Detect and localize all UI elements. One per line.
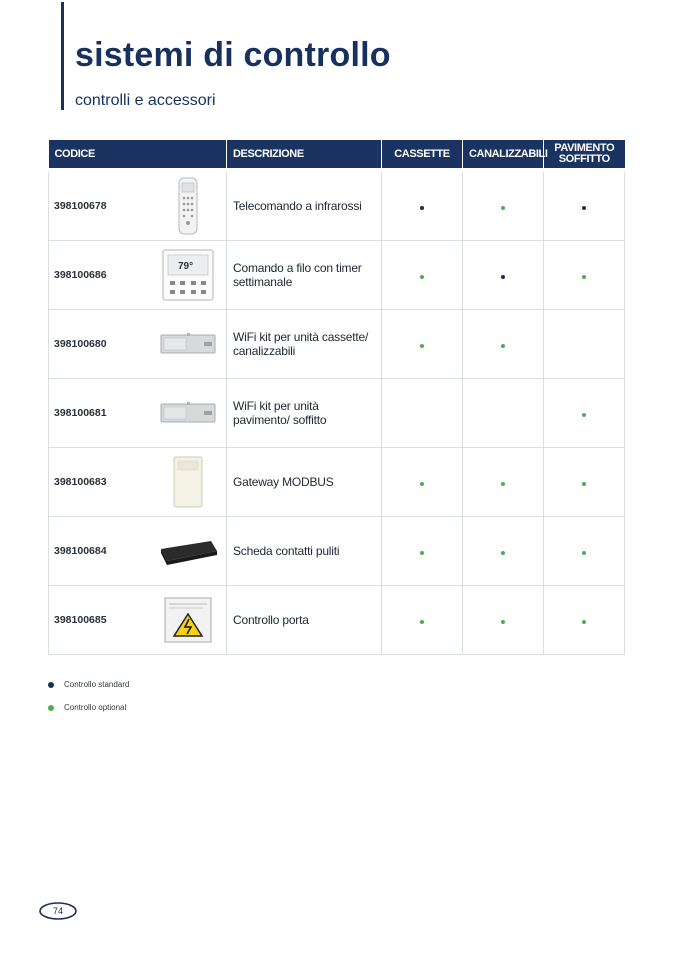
table-row: [49, 310, 625, 379]
optional-dot-icon: [501, 206, 505, 210]
product-description: WiFi kit per unità pavimento/ soffitto: [227, 379, 382, 448]
optional-dot-icon: [420, 620, 424, 624]
optional-dot-icon: [582, 413, 586, 417]
column-header-code: CODICE: [49, 140, 227, 170]
cassette-cell: [382, 517, 463, 586]
canalizzabili-cell: [463, 379, 544, 448]
code-cell: [49, 586, 227, 655]
door-control-icon: [157, 589, 219, 651]
optional-dot-icon: [501, 482, 505, 486]
table-row: [49, 170, 625, 241]
canalizzabili-cell: [463, 517, 544, 586]
wifi-kit-icon: [157, 382, 219, 444]
legend-optional-label: Controllo optional: [64, 703, 127, 712]
optional-dot-icon: [501, 620, 505, 624]
page-number: 74: [52, 906, 63, 916]
modbus-gateway-icon: [157, 451, 219, 513]
product-code: 398100681: [54, 407, 107, 419]
product-code: 398100684: [54, 545, 107, 557]
optional-dot-icon: [582, 275, 586, 279]
code-cell: [49, 241, 227, 310]
canalizzabili-cell: [463, 241, 544, 310]
page-subtitle: controlli e accessori: [75, 92, 216, 109]
cassette-cell: [382, 448, 463, 517]
optional-dot-icon: [420, 482, 424, 486]
product-code: 398100680: [54, 338, 107, 350]
cassette-cell: [382, 310, 463, 379]
table-row: [49, 241, 625, 310]
column-header-pavimento: PAVIMENTO: [554, 142, 615, 154]
ir-remote-icon: [157, 175, 219, 237]
code-cell: [49, 379, 227, 448]
optional-dot-icon: [501, 551, 505, 555]
code-cell: [49, 448, 227, 517]
product-description: Scheda contatti puliti: [227, 517, 382, 586]
code-cell: [49, 170, 227, 241]
legend-standard-label: Controllo standard: [64, 680, 130, 689]
product-description: Telecomando a infrarossi: [227, 170, 382, 241]
column-header-pavimento-soffitto: [544, 140, 625, 170]
page-title: sistemi di controllo: [75, 36, 391, 74]
pavimento-soffitto-cell: [544, 170, 625, 241]
table-row: [49, 379, 625, 448]
product-description: Controllo porta: [227, 586, 382, 655]
column-header-description: DESCRIZIONE: [227, 140, 382, 170]
legend-standard: [48, 680, 129, 689]
optional-dot-icon: [582, 620, 586, 624]
optional-dot-icon: [582, 482, 586, 486]
product-description: Gateway MODBUS: [227, 448, 382, 517]
code-cell: [49, 517, 227, 586]
standard-dot-icon: [48, 682, 54, 688]
product-description: WiFi kit per unità cassette/ canalizzabili: [227, 310, 382, 379]
canalizzabili-cell: [463, 310, 544, 379]
pavimento-soffitto-cell: [544, 586, 625, 655]
product-description: Comando a filo con timer settimanale: [227, 241, 382, 310]
cassette-cell: [382, 379, 463, 448]
table-header-row: [49, 140, 625, 170]
canalizzabili-cell: [463, 170, 544, 241]
column-header-canalizzabili: CANALIZZABILI: [463, 140, 544, 170]
legend-optional: [48, 703, 126, 712]
standard-dot-icon: [582, 206, 586, 210]
optional-dot-icon: [420, 551, 424, 555]
optional-dot-icon: [420, 344, 424, 348]
cassette-cell: [382, 586, 463, 655]
optional-dot-icon: [501, 344, 505, 348]
canalizzabili-cell: [463, 448, 544, 517]
product-code: 398100685: [54, 614, 107, 626]
code-cell: [49, 310, 227, 379]
pavimento-soffitto-cell: [544, 310, 625, 379]
pavimento-soffitto-cell: [544, 379, 625, 448]
wired-controller-icon: [157, 244, 219, 306]
optional-dot-icon: [420, 275, 424, 279]
column-header-cassette: CASSETTE: [382, 140, 463, 170]
standard-dot-icon: [501, 275, 505, 279]
pavimento-soffitto-cell: [544, 241, 625, 310]
product-code: 398100678: [54, 200, 107, 212]
wifi-kit-icon: [157, 313, 219, 375]
table-row: [49, 517, 625, 586]
pavimento-soffitto-cell: [544, 448, 625, 517]
contact-board-icon: [157, 520, 219, 582]
table-row: [49, 448, 625, 517]
page-number-badge: [38, 901, 78, 921]
standard-dot-icon: [420, 206, 424, 210]
optional-dot-icon: [582, 551, 586, 555]
product-code: 398100686: [54, 269, 107, 281]
product-code: 398100683: [54, 476, 107, 488]
optional-dot-icon: [48, 705, 54, 711]
canalizzabili-cell: [463, 586, 544, 655]
title-accent-bar: [61, 2, 64, 110]
cassette-cell: [382, 241, 463, 310]
svg-text:79°: 79°: [178, 261, 194, 272]
products-table: [48, 140, 625, 655]
pavimento-soffitto-cell: [544, 517, 625, 586]
table-row: [49, 586, 625, 655]
cassette-cell: [382, 170, 463, 241]
column-header-soffitto: SOFFITTO: [558, 153, 610, 165]
